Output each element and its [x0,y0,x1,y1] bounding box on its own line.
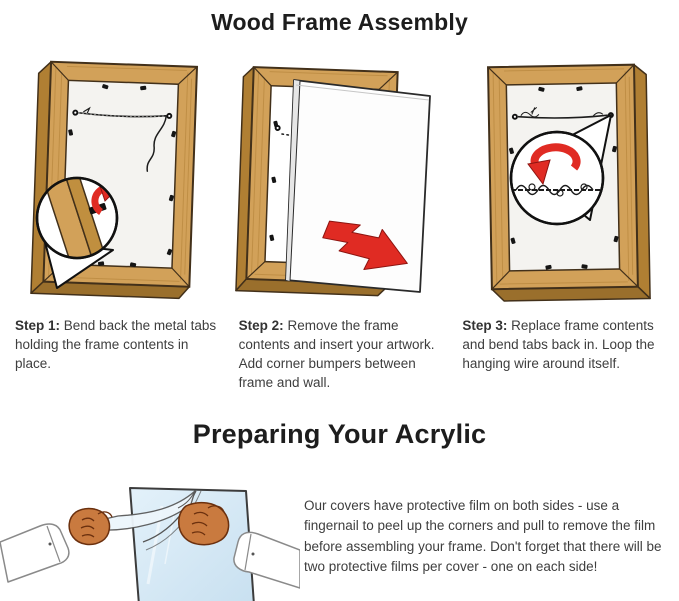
left-arm [0,524,69,582]
right-hand [179,502,229,544]
step2-frame-illustration [230,54,450,304]
step1-label: Step 1: [15,318,61,333]
assembly-title: Wood Frame Assembly [211,9,468,35]
step1-frame-illustration [13,54,219,304]
acrylic-body-text: Our covers have protective film on both sides - use a fingernail to peel up the corners and pull to remove the film before assembling your frame. Don't forget that there will be two protective films per cover - one on each side! [304,497,662,575]
step2-text [232,316,448,393]
left-hand [69,508,112,544]
step1-body: Bend back the metal tabs holding the frame contents in place. [15,318,217,372]
step2-label: Step 2: [238,318,284,333]
film-peeling-illustration [0,464,300,601]
step3-text [455,316,671,373]
step2-body: Remove the frame contents and insert your artwork. Add corner bumpers between frame and wall. [238,318,435,391]
acrylic-title: Preparing Your Acrylic [192,418,487,449]
assembly-steps-row [0,54,679,393]
step1-column [4,54,228,393]
step3-body: Replace frame contents and bend tabs back in. Loop the hanging wire around itself. [462,318,655,372]
step3-label: Step 3: [462,318,508,333]
step3-frame-illustration [460,54,666,304]
frame-contents-board [286,80,430,292]
step2-column [228,54,452,393]
acrylic-section [0,464,679,601]
step3-column [451,54,675,393]
step1-text [8,316,224,373]
